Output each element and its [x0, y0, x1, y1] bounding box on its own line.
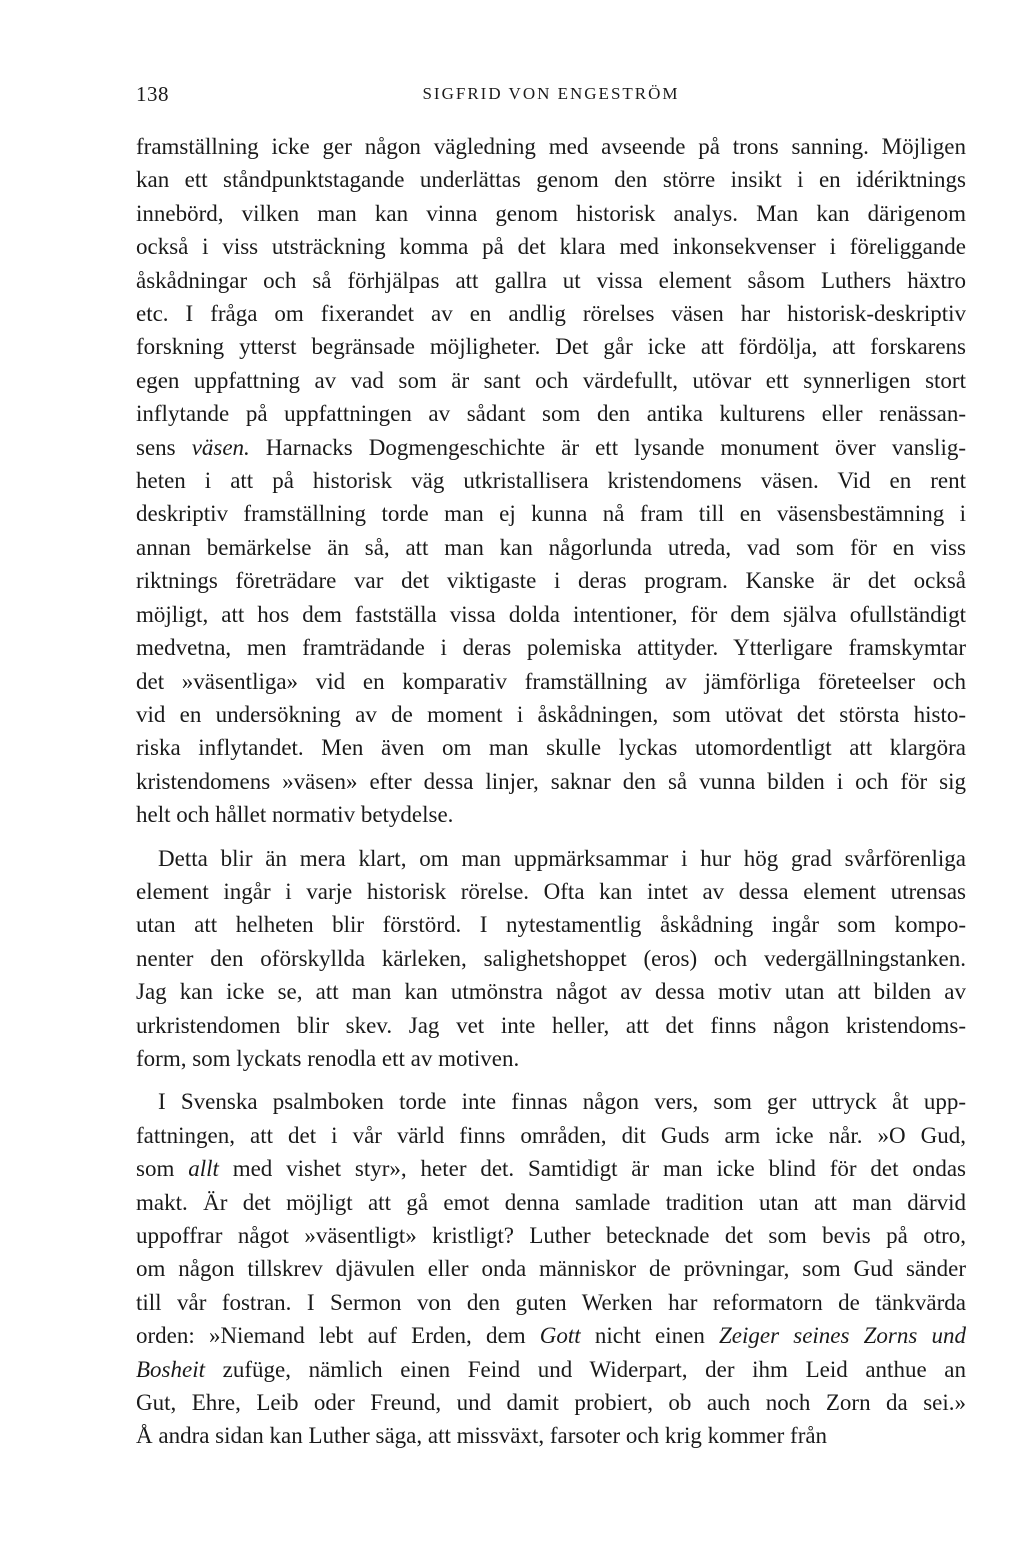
text-line: som allt med vishet styr», heter det. Samtidigt är man icke blind för det ondas — [136, 1156, 966, 1182]
italic-text: Bosheit — [136, 1356, 205, 1382]
body-text — [136, 130, 966, 1453]
paragraph — [136, 842, 966, 1076]
text-line: Gut, Ehre, Leib oder Freund, und damit probiert, ob auch noch Zorn da sei.» — [136, 1390, 966, 1416]
text-line: forskning ytterst begränsade möjligheter. Det går icke att fördölja, att forskarens — [136, 334, 966, 360]
text-line: vid en undersökning av de moment i åskådningen, som utövat det största histo- — [136, 701, 966, 727]
page-number: 138 — [136, 82, 169, 106]
text-line: makt. Är det möjligt att gå emot denna samlade tradition utan att man därvid — [136, 1189, 966, 1215]
text-line: åskådningar och så förhjälpas att gallra ut vissa element såsom Luthers häxtro — [136, 267, 966, 293]
text-line: fattningen, att det i vår värld finns områden, dit Guds arm icke når. »O Gud, — [136, 1122, 966, 1148]
text-line: heten i att på historisk väg utkristallisera kristendomens väsen. Vid en rent — [136, 468, 966, 494]
text-line: Å andra sidan kan Luther säga, att missväxt, farsoter och krig kommer från — [136, 1423, 828, 1449]
text-line: utan att helheten blir förstörd. I nytestamentlig åskådning ingår som kompo- — [136, 912, 966, 938]
text-line: helt och hållet normativ betydelse. — [136, 802, 454, 828]
italic-text: Zeiger seines Zorns und — [719, 1323, 967, 1349]
italic-text: väsen. — [191, 434, 250, 460]
text-line: Bosheit zufüge, nämlich einen Feind und Widerpart, der ihm Leid anthue an — [136, 1356, 966, 1382]
text-line: form, som lyckats renodla ett av motiven. — [136, 1045, 520, 1071]
text-line: deskriptiv framställning torde man ej kunna nå fram till en väsensbestämning i — [136, 501, 966, 527]
text-line: medvetna, men framträdande i deras polemiska attityder. Ytterligare framskymtar — [136, 635, 966, 661]
text-line: Jag kan icke se, att man kan utmönstra något av dessa motiv utan att bilden av — [136, 979, 966, 1005]
text-line: uppoffrar något »väsentligt» kristligt? Luther betecknade det som bevis på otro, — [136, 1223, 966, 1248]
text-line: element ingår i varje historisk rörelse. Ofta kan intet av dessa element utrensas — [136, 878, 966, 904]
text-line: etc. I fråga om fixerandet av en andlig rörelses väsen har historisk-deskriptiv — [136, 301, 966, 327]
text-line: riktnings företrädare var det viktigaste i deras program. Kanske är det också — [136, 568, 966, 594]
text-line: om någon tillskrev djävulen eller onda människor de prövningar, som Gud sänder — [136, 1256, 966, 1282]
text-line: möjligt, att hos dem fastställa vissa dolda intentioner, för dem själva ofullständigt — [136, 601, 966, 627]
running-head — [136, 82, 966, 112]
paragraph — [136, 130, 966, 832]
text-line: framställning icke ger någon vägledning med avseende på trons sanning. Möjligen — [136, 134, 966, 159]
running-title: SIGFRID VON ENGESTRÖM — [422, 84, 680, 103]
text-line: inflytande på uppfattningen av sådant som den antika kulturens eller renässan- — [136, 401, 966, 427]
paragraph-gap — [136, 1075, 966, 1085]
text-line: till vår fostran. I Sermon von den guten Werken har reformatorn de tänkvärda — [136, 1289, 966, 1315]
text-line: sens väsen. Harnacks Dogmengeschichte är ett lysande monument över vanslig- — [136, 434, 966, 460]
paragraph-gap — [136, 832, 966, 842]
text-line: orden: »Niemand lebt auf Erden, dem Gott nicht einen Zeiger seines Zorns und — [136, 1323, 967, 1349]
italic-text: allt — [188, 1156, 219, 1182]
paragraph — [136, 1085, 966, 1452]
text-line: Detta blir än mera klart, om man uppmärksammar i hur hög grad svårförenliga — [158, 845, 966, 871]
text-line: innebörd, vilken man kan vinna genom historisk analys. Man kan därigenom — [136, 200, 966, 226]
text-line: egen uppfattning av vad som är sant och värdefullt, utövar ett synnerligen stort — [136, 367, 966, 393]
text-line: kristendomens »väsen» efter dessa linjer, saknar den så vunna bilden i och för sig — [136, 768, 966, 794]
text-line: nenter den oförskyllda kärleken, salighetshoppet (eros) och vedergällningstanken. — [136, 945, 966, 971]
text-line: det »väsentliga» vid en komparativ framställning av jämförliga företeelser och — [136, 668, 966, 694]
text-line: kan ett ståndpunktstagande underlättas genom den större insikt i en idériktnings — [136, 167, 966, 193]
text-line: annan bemärkelse än så, att man kan någorlunda utreda, vad som för en viss — [136, 534, 966, 560]
italic-text: Gott — [539, 1323, 581, 1349]
text-line: också i viss utsträckning komma på det klara med inkonsekvenser i föreliggande — [136, 234, 966, 260]
text-line: I Svenska psalmboken torde inte finnas någon vers, som ger uttryck åt upp- — [158, 1089, 966, 1115]
text-line: urkristendomen blir skev. Jag vet inte heller, att det finns någon kristendoms- — [136, 1012, 966, 1038]
text-line: riska inflytandet. Men även om man skulle lyckas utomordentligt att klargöra — [136, 735, 966, 761]
